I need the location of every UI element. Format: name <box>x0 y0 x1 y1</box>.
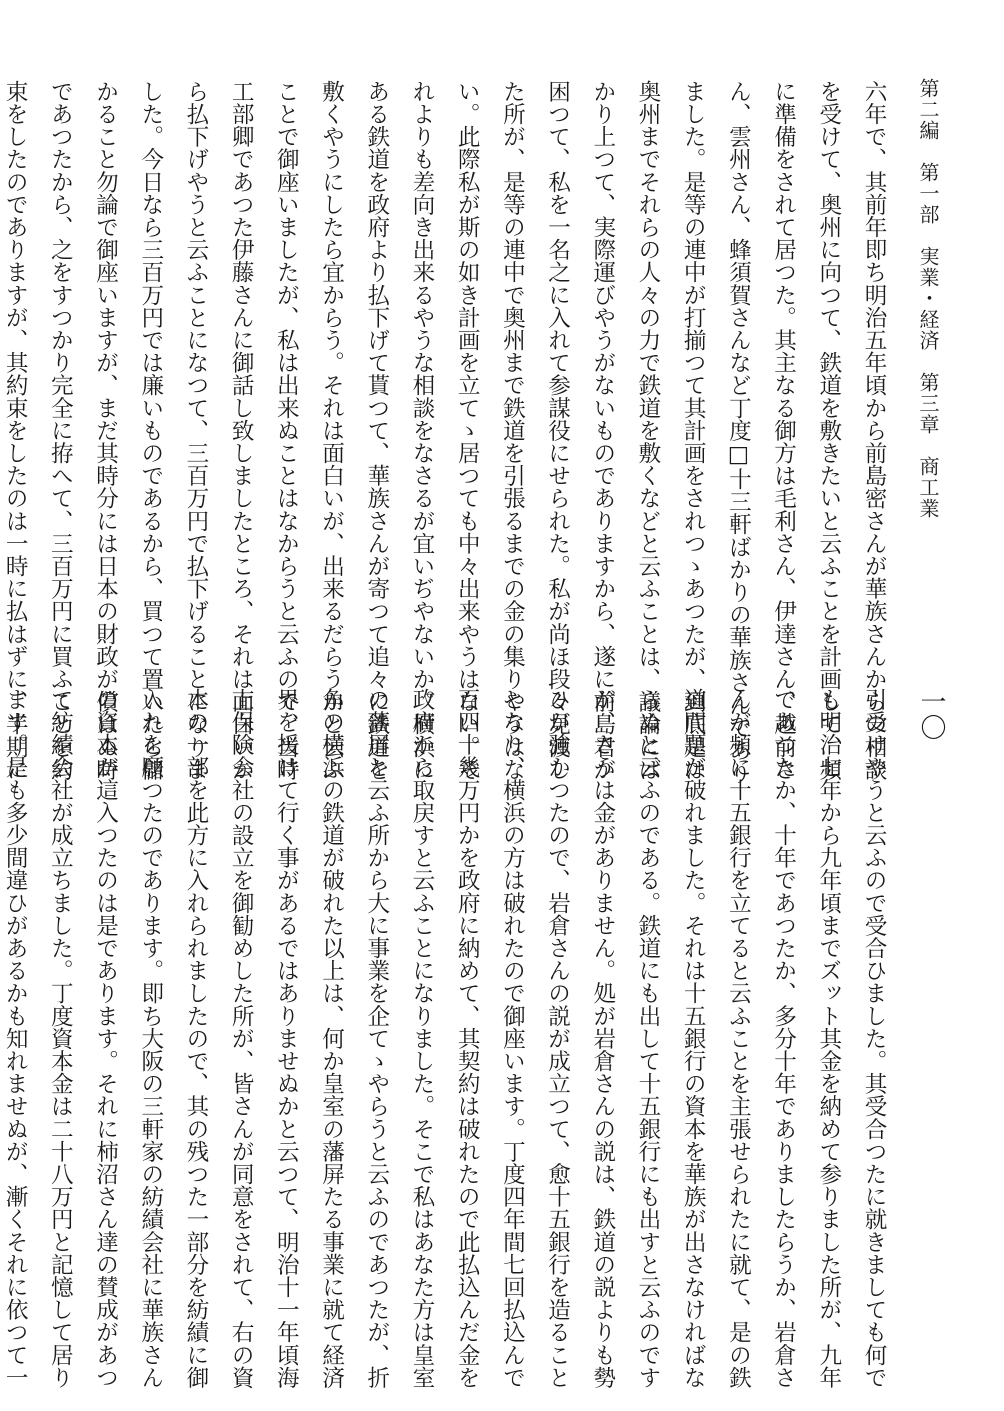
text-line: ました。是等の連中が打揃つて其計画をされつゝあつたが、到底是は <box>680 80 707 781</box>
text-line: ひが強かつたので、岩倉さんの説が成立つて、愈十五銀行を造ること <box>544 688 571 1389</box>
text-line: の藩屏と云ふ所から大に事業を企てゝやらうと云ふのであつたが、折 <box>363 688 390 1389</box>
text-line: した。今日なら三百万円では廉いものであるから、買つて置いたら儲 <box>137 80 164 781</box>
text-line: ん、雲州さん、蜂須賀さんなど丁度□十三軒ばかりの華族さんであり <box>725 80 752 784</box>
text-line: に準備をされて居つた。其主なる御方は毛利さん、伊達さん、越前さ <box>770 80 797 781</box>
text-line: 上保険会社の設立を御勧めした所が、皆さんが同意をされて、右の資 <box>228 688 255 1389</box>
text-line: ら払下げやうと云ふことになつて、三百万円で払下げることになりま <box>182 80 209 781</box>
text-line: 百四十幾万円かを政府に納めて、其契約は破れたので此払込んだ金を <box>454 688 481 1389</box>
text-line: 束をしたのでありますが、其約束をしたのは一時に払はずに、半期に <box>2 80 29 781</box>
text-line: 引受けやうと云ふので受合ひました。其受合つたに就きましても何で <box>861 688 887 1389</box>
running-head: 第二編 第一部 実業・経済 第三章 商工業 <box>916 78 940 519</box>
text-line: が、さうは金がありません。処が岩倉さんの説は、鉄道の説よりも勢 <box>589 688 616 1389</box>
text-line: 敷くやうにしたら宜からう。それは面白いが、出来るだらうかと云ふ <box>318 80 345 781</box>
text-line: であつたか、十年であつたか、多分十年でありましたらうか、岩倉さ <box>770 688 797 1389</box>
text-line: 六年で、其前年即ち明治五年頃から前島密さんが華族さんからの相談 <box>861 80 887 781</box>
text-line: であつたから、之をすつかり完全に拵へて、三百万円に買ふことを約 <box>47 80 74 781</box>
text-line: かること勿論で御座いますが、まだ其時分には日本の財政が償はぬ時 <box>92 80 119 781</box>
text-line: て紡績会社が成立ちました。丁度資本金は二十八万円と記憶して居り <box>47 688 74 1389</box>
text-line: 本の一部を此方に入れられましたので、其の残つた一部分を紡績に御 <box>182 688 209 1389</box>
text-line: 工部卿であつた伊藤さんに御話し致しましたところ、それは面白いか <box>228 80 255 781</box>
text-line: の資本が這入つたのは是であります。それに柿沼さん達の賛成があつ <box>92 688 119 1389</box>
text-line: ある鉄道を政府より払下げて貰つて、華族さんが寄つて追々に鉄道を <box>363 80 390 781</box>
text-line: となり、横浜の方は破れたので御座います。丁度四年間七回払込んで <box>499 688 526 1389</box>
text-line: 政府から取戻すと云ふことになりました。そこで私はあなた方は皇室 <box>408 688 435 1389</box>
text-line: も明治七年から九年頃までズット其金を納めて参りました所が、九年 <box>815 688 842 1389</box>
text-line: い。此際私が斯の如き計画を立てゝ居つても中々出来やうはない。そ <box>454 80 481 781</box>
page-number: 一〇 <box>916 688 946 740</box>
text-block-upper <box>2 80 896 784</box>
text-line: 界を援けて行く事があるではありませぬかと云つて、明治十一年頃海 <box>273 688 300 1389</box>
text-line: 困つて、私を一名之に入れて参謀役にせられた。私が尚ほ段々見渡し <box>544 80 571 781</box>
text-line: ことで御座いましたが、私は出来ぬことはなからうと云ふので、当時 <box>273 80 300 781</box>
text-block-lower <box>2 688 896 1389</box>
text-line: 入れを願つたのであります。即ち大阪の三軒家の紡績会社に華族さん <box>137 688 164 1389</box>
text-line: 奥州までそれらの人々の力で鉄道を敷くなどと云ふことは、議論にば <box>634 80 661 781</box>
text-line: 道問題が破れました。それは十五銀行の資本を華族が出さなければな <box>680 688 707 1389</box>
text-line: を受けて、奥州に向つて、鉄道を敷きたいと云ふことを計画して、頻 <box>815 80 842 781</box>
text-line: かり上つて、実際運びやうがないものでありますから、遂に前島君が <box>589 80 616 781</box>
text-line: れよりも差向き出来るやうな相談をなさるが宜いぢやないか。横浜に <box>408 80 435 781</box>
text-line: らぬと云ふのである。鉄道にも出して十五銀行にも出すと云ふのです <box>634 688 661 1389</box>
text-line: ます。是も多少間違ひがあるかも知れませぬが、漸くそれに依つて一 <box>2 688 29 1389</box>
text-line: 角の横浜の鉄道が破れた以上は、何か皇室の藩屏たる事業に就て経済 <box>318 688 345 1389</box>
text-line: んが頻に十五銀行を立てると云ふことを主張せられたに就て、是の鉄 <box>725 688 752 1389</box>
text-line: た所が、是等の連中で奥州まで鉄道を引張るまでの金の集りやうはな <box>499 80 526 781</box>
